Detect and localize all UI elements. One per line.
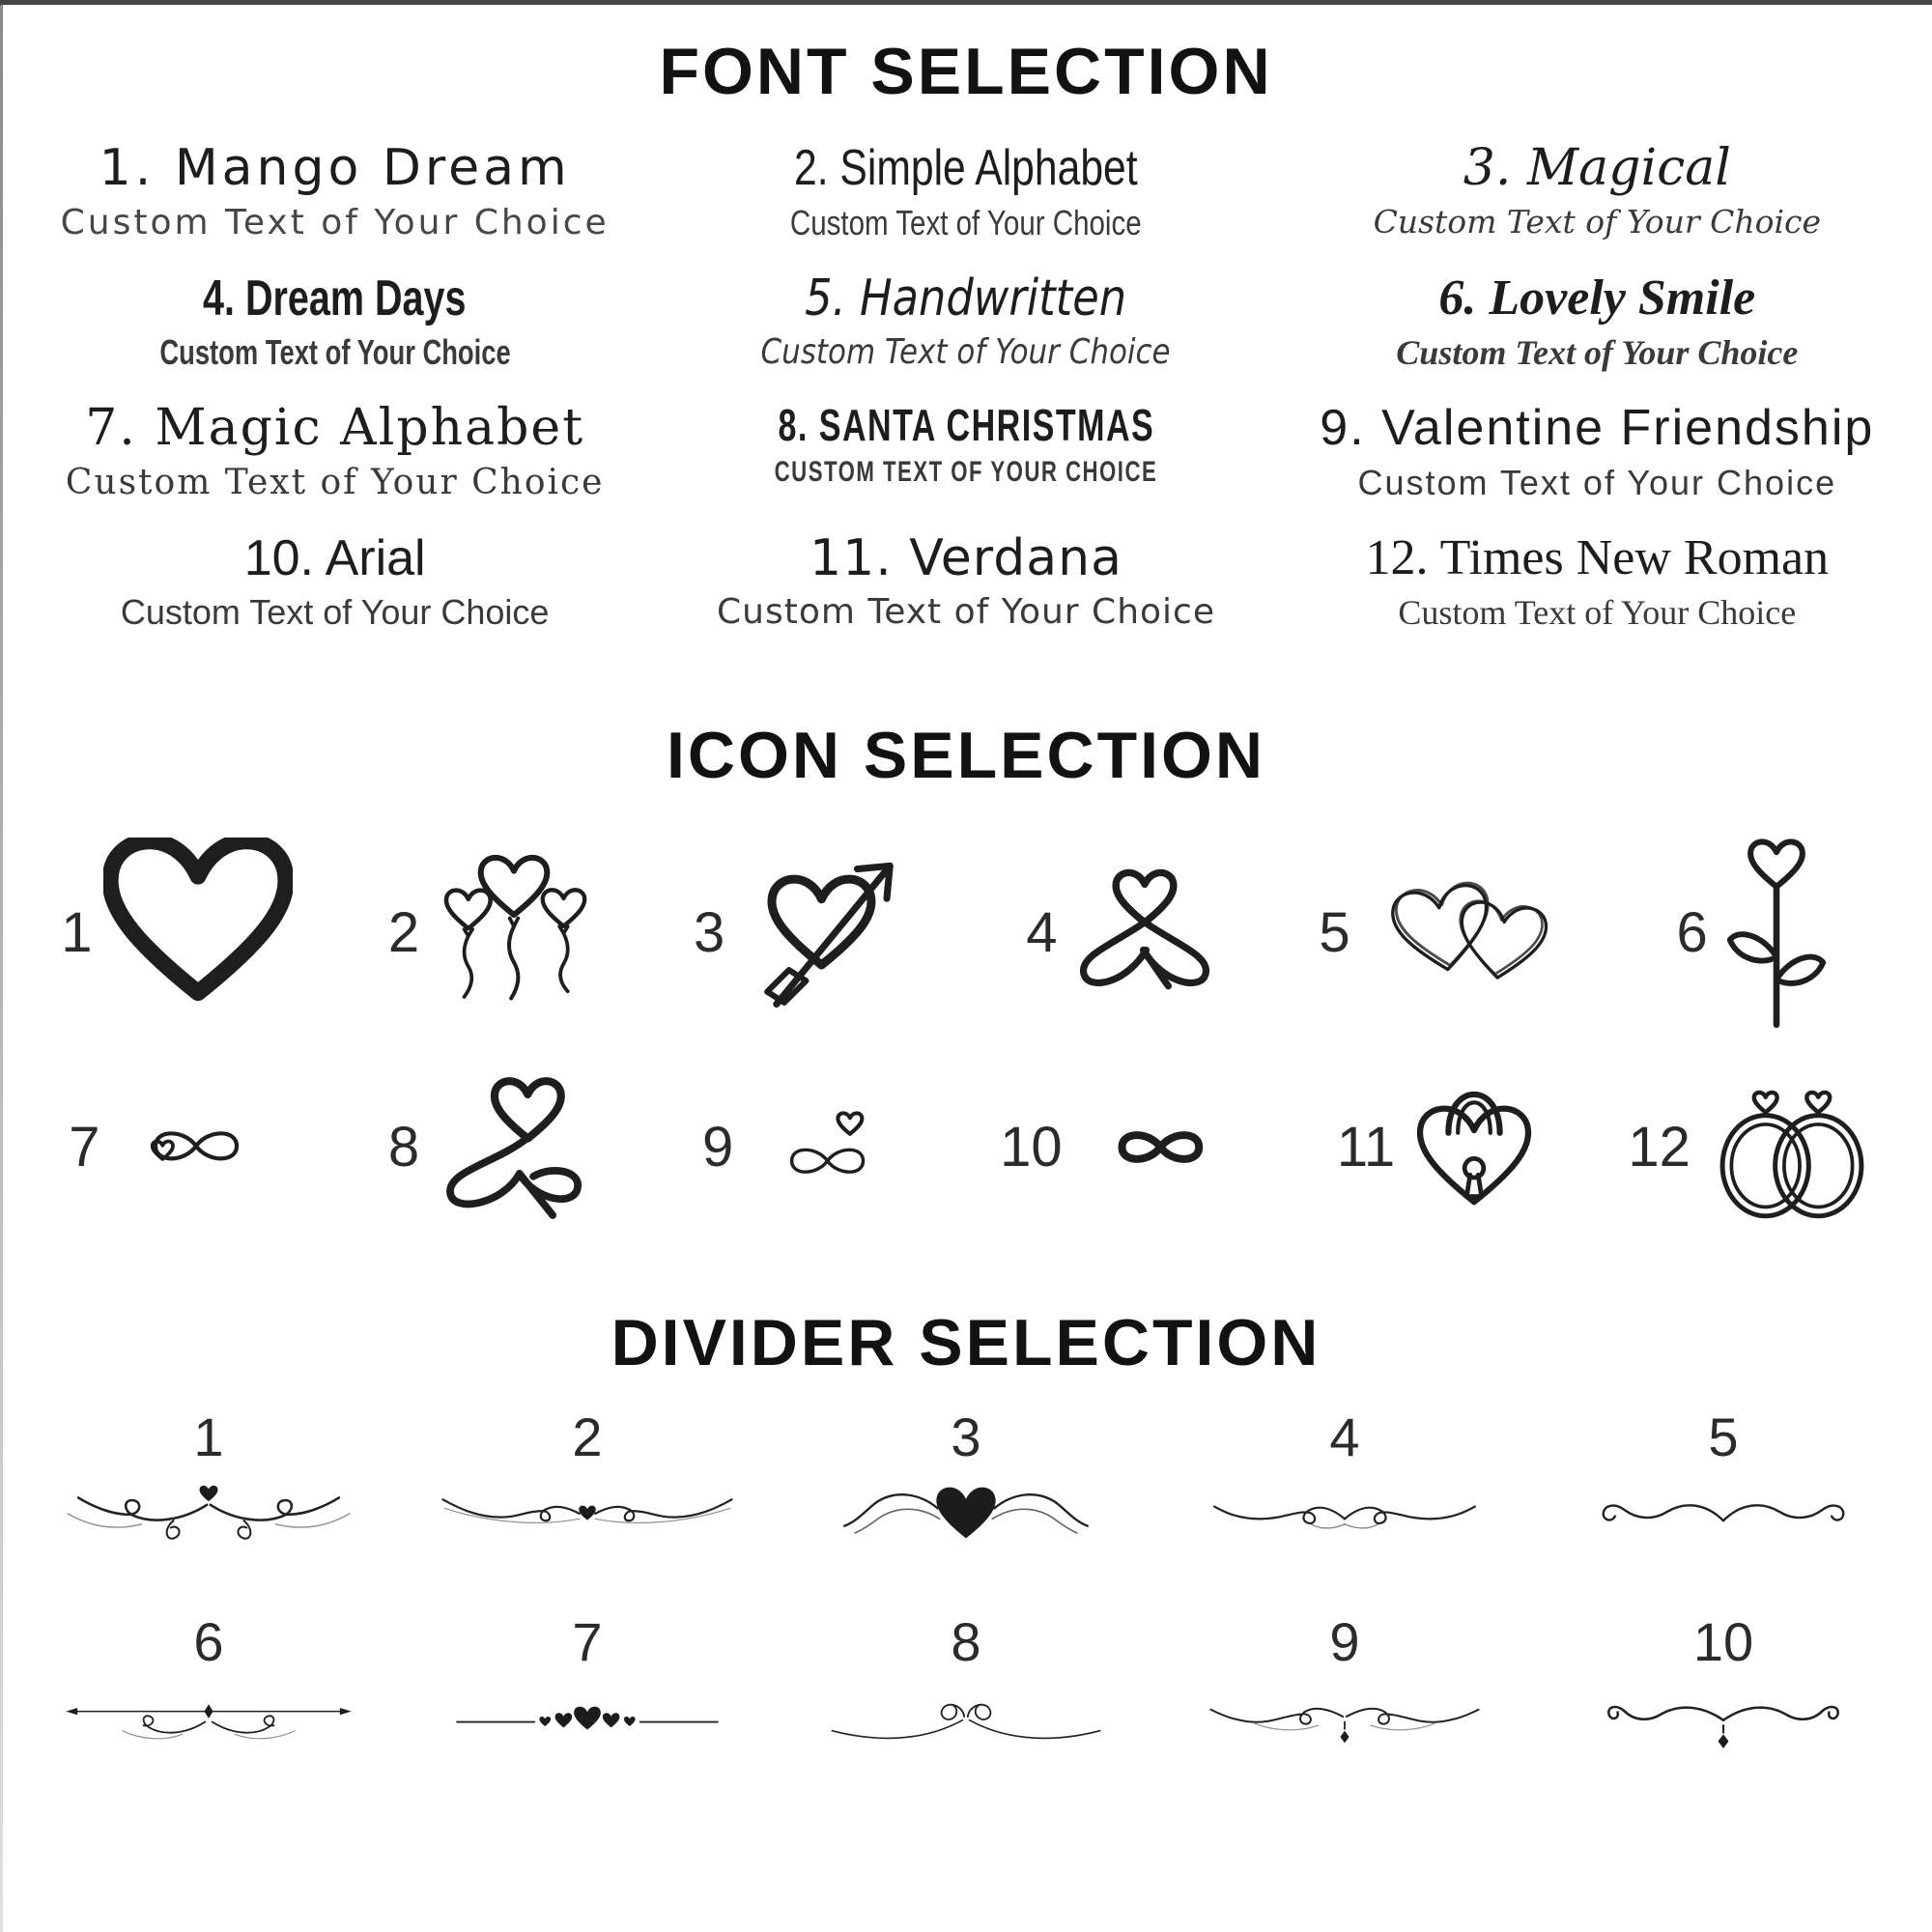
font-section-title: FONT SELECTION	[659, 35, 1273, 108]
divider-number: 7	[572, 1611, 603, 1673]
icon-number: 2	[387, 900, 420, 964]
icon-option-3	[650, 839, 966, 1026]
font-name: 9. Valentine Friendship	[1320, 400, 1875, 457]
swirl-line-heart-divider	[438, 1478, 737, 1567]
divider-number: 4	[1329, 1406, 1360, 1468]
font-sample: Custom Text of Your Choice	[717, 592, 1215, 633]
icon-number: 10	[1000, 1115, 1063, 1179]
icon-number: 3	[694, 900, 725, 964]
icon-option-4	[966, 853, 1282, 1012]
font-sample: CUSTOM TEXT OF YOUR CHOICE	[774, 456, 1158, 489]
divider-option-8	[777, 1610, 1155, 1776]
divider-option-10	[1534, 1610, 1913, 1776]
font-name: 6. Lovely Smile	[1438, 270, 1756, 326]
font-sample: Custom Text of Your Choice	[60, 202, 610, 242]
font-sample: Custom Text of Your Choice	[1396, 333, 1799, 373]
font-sample: Custom Text of Your Choice	[159, 332, 511, 373]
font-option-5	[650, 269, 1281, 374]
font-sample: Custom Text of Your Choice	[65, 462, 605, 502]
font-name: 1. Mango Dream	[99, 139, 571, 197]
icon-option-10	[966, 1102, 1282, 1192]
icon-option-12	[1597, 1072, 1913, 1222]
font-sample: Custom Text of Your Choice	[1398, 593, 1797, 633]
font-option-2	[650, 142, 1281, 243]
icon-grid	[19, 830, 1913, 1234]
icon-number: 4	[1026, 900, 1058, 964]
font-grid	[19, 139, 1913, 633]
line-diamond-flourish-divider	[59, 1683, 358, 1772]
font-option-11	[650, 528, 1281, 634]
icon-section-title: ICON SELECTION	[666, 719, 1266, 793]
divider-number: 9	[1329, 1611, 1360, 1673]
font-option-1	[19, 139, 650, 243]
divider-number: 3	[951, 1406, 981, 1468]
font-option-10	[19, 529, 650, 634]
divider-number: 8	[951, 1611, 981, 1673]
wedding-rings-hearts-icon	[1702, 1072, 1882, 1222]
divider-grid	[19, 1406, 1913, 1776]
double-swirl-divider	[1195, 1478, 1494, 1567]
icon-number: 6	[1676, 900, 1708, 964]
heart-infinity-bow-icon	[1068, 853, 1221, 1012]
infinity-heart-top-icon	[745, 1091, 914, 1204]
font-option-6	[1282, 272, 1913, 374]
icon-option-2	[335, 839, 651, 1026]
divider-option-5	[1534, 1406, 1913, 1572]
divider-option-3	[777, 1406, 1155, 1572]
font-option-3	[1282, 139, 1913, 243]
font-sample: Custom Text of Your Choice	[760, 332, 1172, 373]
heart-arrow-icon	[736, 839, 923, 1026]
font-name: 5. Handwritten	[805, 269, 1127, 327]
divider-option-6	[19, 1610, 398, 1776]
double-sketch-hearts-icon	[1362, 848, 1560, 1017]
heart-padlock-icon	[1406, 1063, 1542, 1232]
font-sample: Custom Text of Your Choice	[1373, 202, 1822, 241]
divider-number: 10	[1692, 1611, 1754, 1673]
divider-option-2	[398, 1406, 777, 1572]
font-name: 3. Magical	[1463, 139, 1731, 197]
line-hearts-divider	[438, 1683, 737, 1772]
font-name: 11. Verdana	[810, 528, 1122, 587]
font-name: 8. SANTA CHRISTMAS	[778, 400, 1154, 451]
divider-section-title: DIVIDER SELECTION	[611, 1306, 1321, 1380]
icon-option-9	[650, 1091, 966, 1204]
divider-number: 6	[193, 1611, 224, 1673]
font-name: 4. Dream Days	[203, 270, 467, 327]
icon-number: 12	[1628, 1115, 1690, 1179]
divider-number: 5	[1708, 1406, 1739, 1468]
icon-number: 5	[1319, 900, 1350, 964]
icon-number: 9	[702, 1115, 734, 1179]
icon-option-8	[335, 1060, 651, 1234]
double-curl-waves-divider	[816, 1683, 1116, 1772]
font-sample: Custom Text of Your Choice	[790, 202, 1142, 242]
infinity-small-heart-icon	[111, 1098, 285, 1195]
divider-number: 1	[193, 1406, 224, 1468]
divider-option-9	[1155, 1610, 1534, 1776]
big-heart-wings-divider	[816, 1478, 1116, 1567]
divider-number: 2	[572, 1406, 603, 1468]
heart-outline-icon	[103, 838, 293, 1027]
divider-option-1	[19, 1406, 398, 1572]
font-name: 7. Magic Alphabet	[85, 399, 585, 458]
font-name: 2. Simple Alphabet	[794, 140, 1138, 196]
flourish-diamond-divider	[1195, 1683, 1494, 1772]
icon-option-6	[1597, 830, 1913, 1035]
icon-option-7	[19, 1098, 335, 1195]
heart-balloons-icon	[431, 839, 597, 1026]
divider-option-7	[398, 1610, 777, 1776]
heart-infinity-flourish-icon	[431, 1060, 597, 1234]
divider-option-4	[1155, 1406, 1534, 1572]
font-sample: Custom Text of Your Choice	[120, 592, 550, 633]
font-name: 10. Arial	[243, 529, 426, 586]
icon-option-11	[1282, 1063, 1598, 1232]
font-option-7	[19, 399, 650, 503]
icon-number: 8	[387, 1115, 420, 1179]
icon-option-1	[19, 838, 335, 1027]
swirl-diamond-pendant-divider	[1574, 1683, 1873, 1772]
icon-number: 1	[61, 900, 93, 964]
selection-sheet	[19, 5, 1913, 1932]
font-option-9	[1282, 402, 1913, 503]
font-sample: Custom Text of Your Choice	[1357, 462, 1837, 502]
font-option-12	[1282, 529, 1913, 634]
font-option-4	[19, 272, 650, 374]
heart-flower-icon	[1719, 830, 1833, 1035]
curled-swirl-divider	[1574, 1478, 1873, 1567]
infinity-icon	[1074, 1102, 1248, 1192]
icon-number: 7	[69, 1115, 100, 1179]
font-option-8	[650, 402, 1281, 503]
flourish-heart-curls-divider	[59, 1478, 358, 1567]
icon-option-5	[1282, 848, 1598, 1017]
icon-number: 11	[1336, 1115, 1396, 1179]
font-name: 12. Times New Roman	[1365, 529, 1830, 585]
